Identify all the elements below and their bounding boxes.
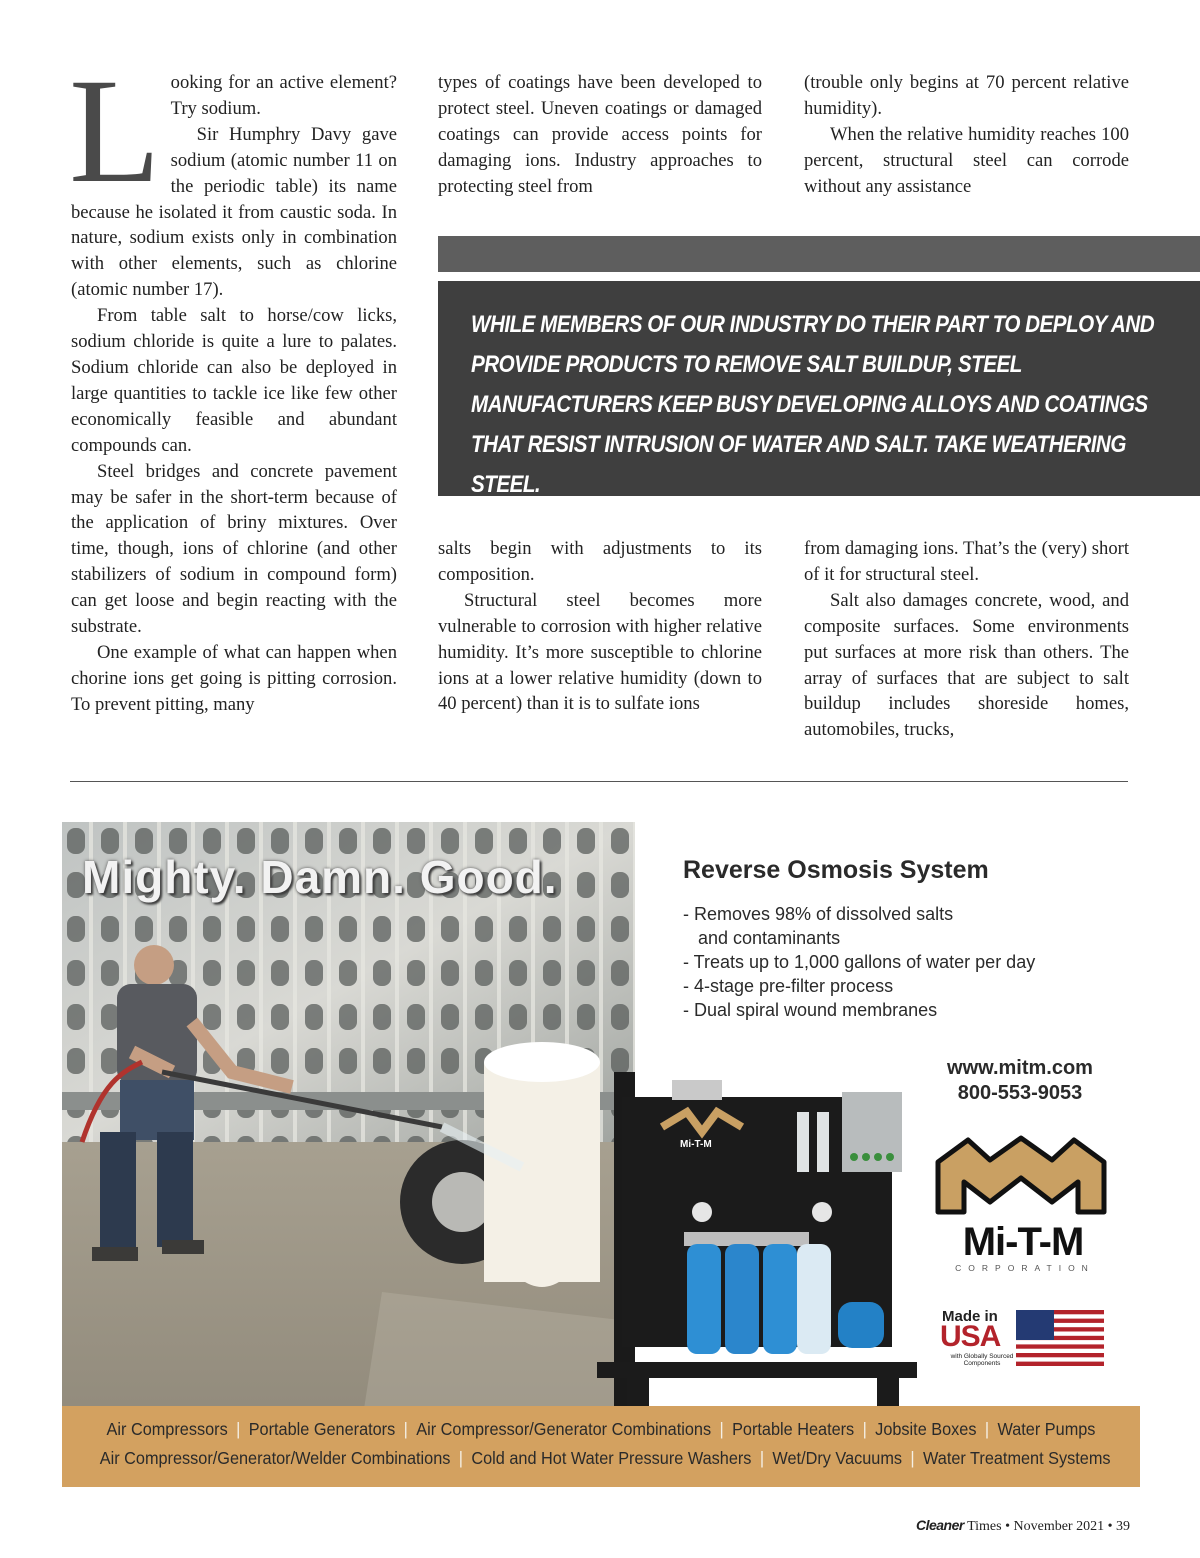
ad-contact	[932, 1056, 1108, 1106]
product-category: Wet/Dry Vacuums	[772, 1448, 903, 1468]
reverse-osmosis-unit	[592, 1072, 922, 1407]
made-in-label: Made in	[942, 1308, 998, 1325]
article-paragraph: Steel bridges and concrete pavement may be safer in the short-term because of the application of briny mixtures. Over time, though, ions of chlorine (and other stabilizers of sodium in compound form) can get loose and begin reacting with the substrate.	[71, 460, 397, 638]
feature-item: - Dual spiral wound membranes	[683, 1000, 938, 1020]
product-category: Air Compressors	[106, 1419, 228, 1439]
unit-brand-label: Mi-T-M	[680, 1139, 712, 1150]
made-note: with Globally Sourced Components	[950, 1353, 1014, 1367]
product-categories-bar	[62, 1406, 1140, 1487]
us-flag-icon	[1016, 1310, 1104, 1366]
magazine-brand-suffix: Times	[967, 1519, 1002, 1534]
article-column-1	[69, 48, 397, 718]
product-category: Air Compressor/Generator/Welder Combinations	[99, 1448, 451, 1468]
article-paragraph: from damaging ions. That’s the (very) short of it for structural steel.	[804, 538, 1129, 585]
pull-quote-band	[438, 236, 1200, 272]
article-paragraph: salts begin with adjustments to its composition.	[438, 538, 762, 585]
product-row: Air Compressor/Generator/Welder Combinations | Cold and Hot Water Pressure Washers | Wet/Dry Vacuums | Water Treatment Systems	[99, 1448, 1111, 1468]
brand-subtitle: CORPORATION	[955, 1263, 1095, 1273]
issue-date: November 2021	[1013, 1519, 1105, 1534]
ad-title: Reverse Osmosis System	[683, 856, 989, 884]
article-paragraph: From table salt to horse/cow licks, sodium chloride is quite a lure to palates. Sodium chloride can also be deployed in large quantities to tackle ice like few other economically feasible and abundant compounds can.	[71, 305, 397, 456]
website-link[interactable]: www.mitm.com	[947, 1057, 1093, 1079]
section-divider	[70, 781, 1128, 782]
article-paragraph: Salt also damages concrete, wood, and composite surfaces. Some environments put surfaces at more risk than others. The array of surfaces that are subject to salt buildup includes shoreside homes, automobiles, trucks,	[804, 589, 1129, 741]
mitm-logo-mark	[932, 1132, 1110, 1218]
pull-quote-text: WHILE MEMBERS OF OUR INDUSTRY DO THEIR PART TO DEPLOY AND PROVIDE PRODUCTS TO REMOVE SALT BUILDUP, STEEL MANUFACTURERS KEEP BUSY DEVELOPING ALLOYS AND COATINGS THAT RESIST INTRUSION OF WATER AND SALT. TAKE WEATHERING STEEL.	[471, 311, 1155, 498]
article-column-2-top	[438, 70, 762, 200]
article-paragraph: One example of what can happen when chorine ions get going is pitting corrosion. To prevent pitting, many	[71, 641, 397, 715]
feature-item: - Removes 98% of dissolved salts	[683, 904, 954, 924]
product-row: Air Compressors | Portable Generators | Air Compressor/Generator Combinations | Portable Heaters | Jobsite Boxes | Water Pumps	[106, 1419, 1096, 1439]
feature-item: and contaminants	[683, 928, 841, 948]
feature-list	[683, 902, 1035, 1022]
article-paragraph: ooking for an active element? Try sodium.	[170, 72, 397, 119]
product-category: Portable Heaters	[732, 1419, 855, 1439]
product-category: Portable Generators	[248, 1419, 396, 1439]
article-paragraph: Sir Humphry Davy gave sodium (atomic number 11 on the periodic table) its name because he isolated it from caustic soda. In nature, sodium exists only in combination with other elements, such as chlorine (atomic number 17).	[71, 123, 397, 301]
article-paragraph: (trouble only begins at 70 percent relative humidity).	[804, 72, 1129, 119]
product-category: Water Treatment Systems	[923, 1448, 1111, 1468]
pressure-washer-photo	[62, 822, 635, 1487]
article-paragraph: types of coatings have been developed to protect steel. Uneven coatings or damaged coatings can provide access points for damaging ions. Industry approaches to protecting steel from	[438, 72, 762, 197]
feature-item: - 4-stage pre-filter process	[683, 976, 894, 996]
usa-label: USA	[940, 1320, 1001, 1353]
product-category: Cold and Hot Water Pressure Washers	[471, 1448, 752, 1468]
product-category: Water Pumps	[997, 1419, 1096, 1439]
brand-name: Mi-T-M	[962, 1220, 1084, 1264]
product-category: Air Compressor/Generator Combinations	[416, 1419, 712, 1439]
article-paragraph: Structural steel becomes more vulnerable to corrosion with higher relative humidity. It’s more susceptible to chlorine ions at a lower relative humidity (down to 40 percent) than it is to sulfate ions	[438, 589, 762, 715]
phone-number: 800-553-9053	[957, 1082, 1083, 1104]
article-column-2-bottom	[438, 536, 762, 717]
advertisement	[62, 822, 1140, 1487]
article-column-3-top	[804, 70, 1129, 200]
page-folio: Cleaner Times • November 2021 • 39	[915, 1517, 1130, 1534]
magazine-brand: Cleaner	[915, 1517, 964, 1533]
article-paragraph: When the relative humidity reaches 100 percent, structural steel can corrode without any assistance	[804, 123, 1129, 197]
ad-headline: Mighty. Damn. Good.	[82, 851, 558, 903]
product-category: Jobsite Boxes	[875, 1419, 977, 1439]
drop-cap: L	[69, 48, 161, 214]
article-column-3-bottom	[804, 536, 1129, 743]
pull-quote	[438, 281, 1200, 496]
feature-item: - Treats up to 1,000 gallons of water per day	[683, 952, 1036, 972]
page-number: 39	[1116, 1519, 1130, 1534]
